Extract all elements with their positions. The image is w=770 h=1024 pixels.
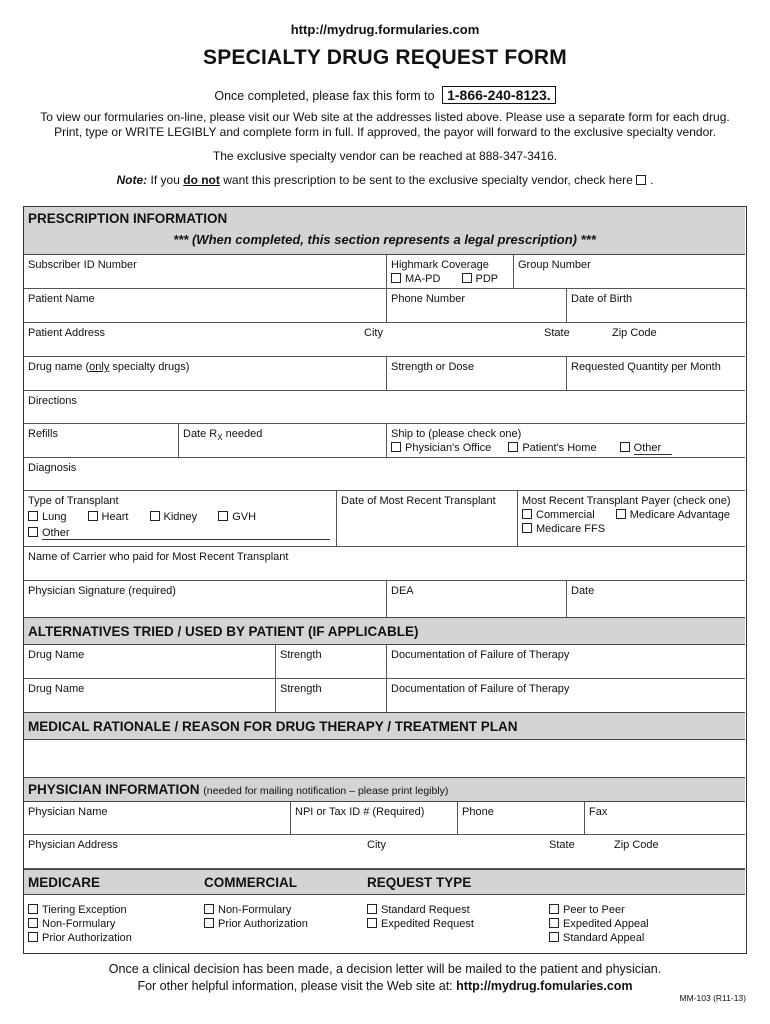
page-title: SPECIALTY DRUG REQUEST FORM — [203, 46, 567, 69]
fax-line — [0, 86, 770, 104]
fax-number: 1-866-240-8123. — [442, 86, 556, 104]
alternatives-title: ALTERNATIVES TRIED / USED BY PATIENT (IF APPLICABLE) — [28, 624, 419, 639]
peer-to-peer-checkbox[interactable] — [549, 904, 559, 914]
note-emph: do not — [183, 173, 220, 187]
physician-fax-field[interactable]: Fax — [584, 802, 745, 834]
row-refills — [24, 424, 745, 458]
diagnosis-field[interactable]: Diagnosis — [28, 462, 77, 474]
refills-field[interactable]: Refills — [28, 428, 58, 440]
medicare-tiering-option[interactable]: Tiering Exception — [28, 904, 127, 916]
medicare-prior-auth-option[interactable]: Prior Authorization — [28, 932, 132, 944]
vendor-opt-out-checkbox[interactable] — [636, 175, 646, 185]
form-code: MM-103 (R11-13) — [679, 993, 746, 1003]
kidney-checkbox[interactable] — [150, 511, 160, 521]
footer-line-1: Once a clinical decision has been made, a decision letter will be mailed to the patient and physician. — [108, 962, 662, 976]
patient-zip-label: Zip Code — [612, 327, 657, 339]
physician-title-line — [28, 782, 448, 797]
medicare-ffs-checkbox[interactable] — [522, 523, 532, 533]
date-rx-field[interactable]: Date $R_X$ needed — [178, 424, 386, 457]
row-alternative-2 — [24, 679, 745, 712]
patient-address-field[interactable]: Patient Address City State Zip Code — [28, 327, 657, 339]
pdp-checkbox[interactable] — [462, 273, 472, 283]
standard-request-checkbox[interactable] — [367, 904, 377, 914]
footer-line-2 — [0, 978, 770, 995]
peer-to-peer-option[interactable]: Peer to Peer — [549, 904, 625, 916]
request-form — [23, 206, 747, 954]
medicare-non-formulary-checkbox[interactable] — [28, 918, 38, 928]
row-patient-name — [24, 289, 745, 323]
note-line: Note: If you do not want this prescription to be sent to the exclusive specialty vendor, check here . — [116, 173, 654, 187]
medicare-nonformulary-option[interactable]: Non-Formulary — [28, 918, 115, 930]
fax-prefix: Once completed, please fax this form to — [214, 89, 435, 103]
alt-strength-1[interactable]: Strength — [275, 645, 386, 678]
standard-request-option[interactable]: Standard Request — [367, 904, 470, 916]
patient-state-label: State — [544, 327, 570, 339]
physician-zip-label: Zip Code — [614, 839, 659, 851]
header-url: http://mydrug.formularies.com — [290, 22, 480, 37]
expedited-appeal-checkbox[interactable] — [549, 918, 559, 928]
ship-other-checkbox[interactable] — [620, 442, 630, 452]
alt-strength-2[interactable]: Strength — [275, 679, 386, 712]
physician-signature-field[interactable]: Physician Signature (required) — [28, 585, 176, 597]
standard-appeal-option[interactable]: Standard Appeal — [549, 932, 644, 944]
expedited-appeal-option[interactable]: Expedited Appeal — [549, 918, 649, 930]
transplant-payer-field: Most Recent Transplant Payer (check one) Commercial Medicare Advantage Medicare FFS — [517, 491, 745, 546]
physician-phone-field[interactable]: Phone — [457, 802, 584, 834]
group-number-field[interactable]: Group Number — [513, 255, 745, 288]
medicare-prior-authorization-checkbox[interactable] — [28, 932, 38, 942]
heart-checkbox[interactable] — [88, 511, 98, 521]
ma-pd-checkbox[interactable] — [391, 273, 401, 283]
medicare-title: MEDICARE — [28, 875, 101, 890]
request-header — [24, 869, 745, 895]
dob-field[interactable]: Date of Birth — [566, 289, 745, 322]
directions-field[interactable]: Directions — [28, 395, 77, 407]
physician-address-field[interactable]: Physician Address City State Zip Code — [28, 839, 659, 851]
quantity-field[interactable]: Requested Quantity per Month — [566, 357, 745, 390]
patient-name-field[interactable]: Patient Name — [28, 293, 95, 305]
footer-url-link[interactable]: http://mydrug.fomularies.com — [456, 979, 633, 993]
dea-field[interactable]: DEA — [386, 581, 566, 617]
carrier-field[interactable]: Name of Carrier who paid for Most Recent Transplant — [28, 551, 289, 563]
physician-city-label: City — [367, 839, 386, 851]
rationale-field[interactable] — [24, 740, 745, 777]
commercial-non-formulary-checkbox[interactable] — [204, 904, 214, 914]
note-pre: If you — [150, 173, 180, 187]
strength-field[interactable]: Strength or Dose — [386, 357, 566, 390]
rationale-title: MEDICAL RATIONALE / REASON FOR DRUG THERAPY / TREATMENT PLAN — [28, 719, 518, 734]
row-transplant — [24, 491, 745, 547]
row-patient-address — [24, 323, 745, 357]
standard-appeal-checkbox[interactable] — [549, 932, 559, 942]
commercial-prior-authorization-checkbox[interactable] — [204, 918, 214, 928]
row-physician-name — [24, 802, 745, 835]
phone-number-field[interactable]: Phone Number — [386, 289, 566, 322]
physician-title: PHYSICIAN INFORMATION — [28, 782, 200, 797]
row-directions — [24, 391, 745, 424]
patient-city-label: City — [364, 327, 383, 339]
vendor-line: The exclusive specialty vendor can be reached at 888-347-3416. — [212, 149, 558, 163]
gvh-checkbox[interactable] — [218, 511, 228, 521]
note-label: Note: — [116, 173, 148, 187]
request-type-title: REQUEST TYPE — [367, 875, 472, 890]
physician-state-label: State — [549, 839, 575, 851]
alternatives-header — [24, 617, 745, 645]
lung-checkbox[interactable] — [28, 511, 38, 521]
drug-name-field[interactable]: Drug name (only specialty drugs) — [28, 361, 190, 373]
physician-header — [24, 777, 745, 802]
patients-home-checkbox[interactable] — [508, 442, 518, 452]
commercial-nonformulary-option[interactable]: Non-Formulary — [204, 904, 291, 916]
medicare-advantage-checkbox[interactable] — [616, 509, 626, 519]
commercial-payer-checkbox[interactable] — [522, 509, 532, 519]
npi-field[interactable]: NPI or Tax ID # (Required) — [290, 802, 457, 834]
signature-date-field[interactable]: Date — [566, 581, 745, 617]
intro-text: To view our formularies on-line, please visit our Web site at the addresses listed above. Please use a separate form for each drug. Print, type or WRITE LEGIBLY and complete form in full. If approved, the payor will forward to the exclusive specialty vendor. — [40, 110, 730, 139]
row-physician-address — [24, 835, 745, 869]
footer-line-2-pre: For other helpful information, please visit the Web site at: — [137, 979, 453, 993]
prescription-subtitle: *** (When completed, this section represents a legal prescription) *** — [173, 232, 596, 247]
physicians-office-checkbox[interactable] — [391, 442, 401, 452]
note-post: want this prescription to be sent to the exclusive specialty vendor, check here — [223, 173, 633, 187]
commercial-prior-auth-option[interactable]: Prior Authorization — [204, 918, 308, 930]
prescription-title: PRESCRIPTION INFORMATION — [28, 211, 228, 226]
footer — [0, 961, 770, 995]
row-drug — [24, 357, 745, 391]
row-signature — [24, 581, 745, 617]
row-alternative-1 — [24, 645, 745, 679]
alt-drug-name-1[interactable]: Drug Name — [28, 649, 85, 661]
highmark-coverage-field: Highmark Coverage MA-PD PDP — [386, 255, 513, 288]
alt-documentation-1[interactable]: Documentation of Failure of Therapy — [386, 645, 745, 678]
subscriber-id-field[interactable]: Subscriber ID Number — [28, 259, 137, 271]
row-carrier — [24, 547, 745, 581]
alt-documentation-2[interactable]: Documentation of Failure of Therapy — [386, 679, 745, 712]
physician-note: (needed for mailing notification – please print legibly) — [203, 785, 449, 797]
commercial-title: COMMERCIAL — [204, 875, 297, 890]
tiering-exception-checkbox[interactable] — [28, 904, 38, 914]
alt-drug-name-2[interactable]: Drug Name — [28, 683, 85, 695]
transplant-other-checkbox[interactable] — [28, 527, 38, 537]
expedited-request-checkbox[interactable] — [367, 918, 377, 928]
expedited-request-option[interactable]: Expedited Request — [367, 918, 474, 930]
row-diagnosis — [24, 458, 745, 491]
prescription-header — [24, 207, 745, 255]
row-subscriber — [24, 255, 745, 289]
physician-name-field[interactable]: Physician Name — [28, 806, 108, 818]
ship-to-field: Ship to (please check one) Physician's Office Patient's Home Other — [386, 424, 745, 457]
rationale-header — [24, 712, 745, 740]
transplant-date-field[interactable]: Date of Most Recent Transplant — [336, 491, 517, 546]
transplant-type-field: Type of Transplant Lung Heart Kidney GVH Other — [24, 491, 336, 546]
